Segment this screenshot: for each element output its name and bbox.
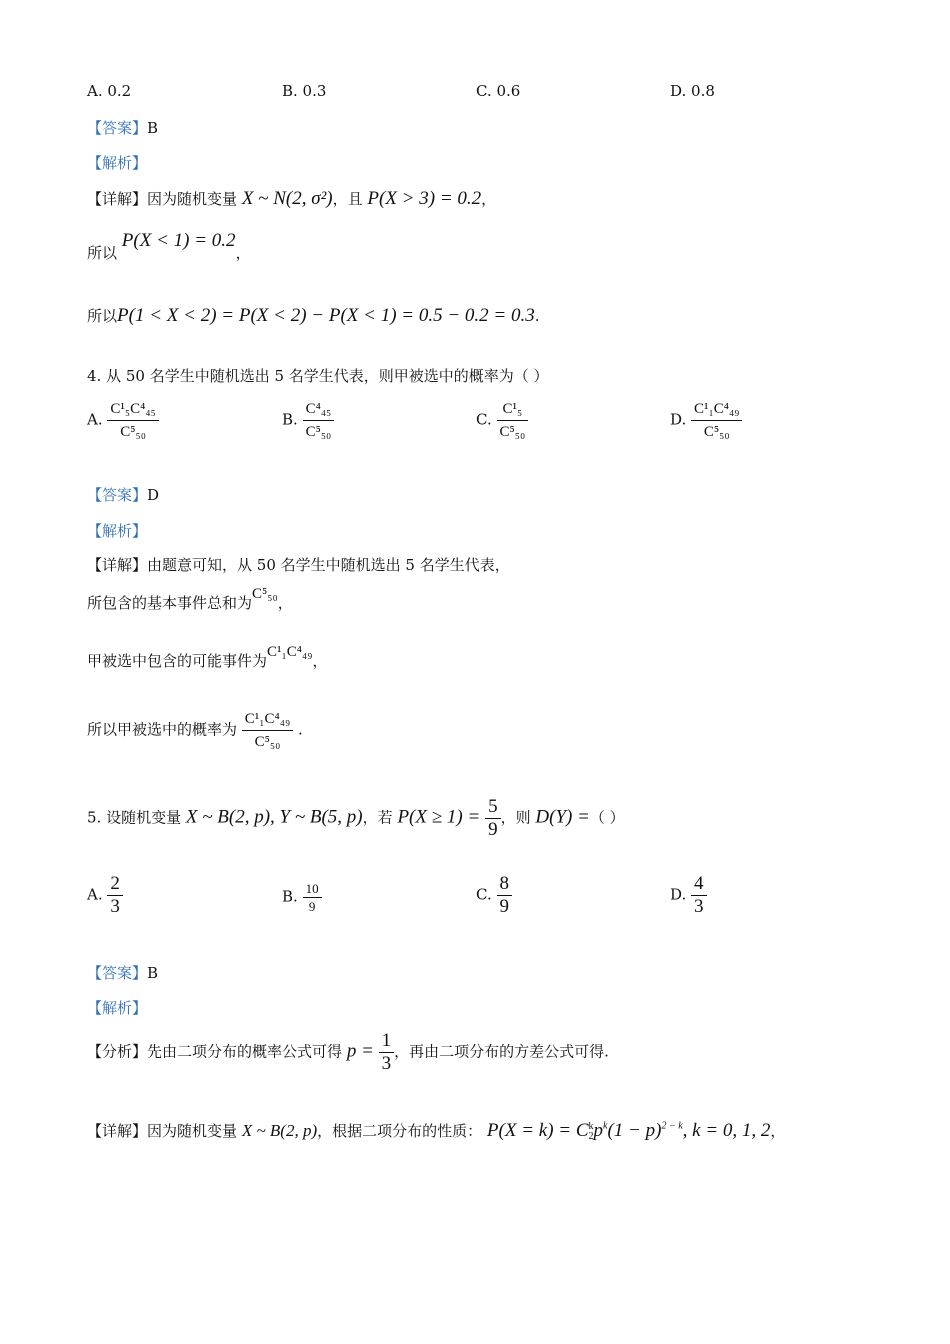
detail-tag: 【详解】: [87, 1122, 148, 1140]
q4-detail-line2: 所包含的基本事件总和为C⁵₅₀，: [87, 586, 293, 612]
q3-detail-line1: 【详解】因为随机变量 X ~ N(2, σ²)，且 P(X > 3) = 0.2，: [87, 188, 497, 209]
q3-analysis-tag: 【解析】: [87, 154, 148, 172]
q5-option-a: A. $\frac{2}{3}$: [87, 873, 123, 918]
q4-detail-line3: 甲被选中包含的可能事件为C¹₁C⁴₄₉，: [87, 644, 328, 670]
q4-answer: [87, 484, 159, 505]
q5-detail-line: 【详解】因为随机变量 X ~ B(2, p)，根据二项分布的性质： P(X = k) = C k 2 $p^k(1 - p)^{2 - k}$, k = 0, 1, 2，: [87, 1120, 786, 1142]
q3-answer: [87, 117, 158, 138]
q4-option-d: D. $\frac{\text{C¹₁C⁴₄₉}}{\text{C⁵₅₀}}$: [670, 398, 742, 443]
q3-option-a: A. 0.2: [87, 82, 132, 100]
q3-detail-line3: 所以P(1 < X < 2) = P(X < 2) − P(X < 1) = 0.5 − 0.2 = 0.3.: [87, 305, 540, 326]
q3-option-c: C. 0.6: [476, 82, 521, 100]
q3-option-b: B. 0.3: [282, 82, 327, 100]
detail-tag: 【详解】: [87, 190, 148, 208]
q4-analysis-tag: 【解析】: [87, 522, 148, 540]
q4-option-a: A. $\frac{\text{C¹₅C⁴₄₅}}{\text{C⁵₅₀}}$: [87, 398, 159, 443]
detail-tag: 【详解】: [87, 556, 148, 574]
q5-option-b: B. $\frac{10}{9}$: [282, 880, 322, 915]
q5-option-d: D. $\frac{4}{3}$: [670, 873, 707, 918]
q5-fenxi-line: 【分析】先由二项分布的概率公式可得 p = $\frac{1}{3}$ ，再由二项分布的方差公式可得.: [87, 1030, 609, 1074]
answer-value: B: [147, 964, 159, 982]
q3-detail-line2: 所以 P(X < 1) = 0.2，: [87, 230, 251, 262]
q5-analysis-tag: 【解析】: [87, 999, 148, 1017]
q4-stem: 4. 从 50 名学生中随机选出 5 名学生代表，则甲被选中的概率为（ ）: [87, 367, 549, 385]
q4-detail-line1: 【详解】由题意可知，从 50 名学生中随机选出 5 名学生代表，: [87, 556, 510, 574]
answer-tag: 【答案】: [87, 964, 148, 982]
answer-tag: 【答案】: [87, 119, 148, 137]
answer-value: D: [147, 486, 160, 504]
q4-detail-line4: 所以甲被选中的概率为 $\frac{\text{C¹₁C⁴₄₉}}{\text{C⁵₅₀}}$ .: [87, 708, 303, 753]
q3-option-d: D. 0.8: [670, 82, 715, 100]
q5-option-c: C. $\frac{8}{9}$: [476, 873, 512, 918]
fenxi-tag: 【分析】: [87, 1042, 148, 1061]
q5-stem: 5. 设随机变量 X ~ B(2, p), Y ~ B(5, p)，若 P(X ≥ 1) = $\frac{5}{9}$ ，则 D(Y) =（ ）: [87, 796, 625, 840]
q4-option-c: C. $\frac{\text{C¹₅}}{\text{C⁵₅₀}}$: [476, 398, 528, 443]
q4-option-b: B. $\frac{\text{C⁴₄₅}}{\text{C⁵₅₀}}$: [282, 398, 334, 443]
q5-answer: [87, 962, 158, 983]
answer-tag: 【答案】: [87, 486, 148, 504]
answer-value: B: [147, 119, 159, 137]
